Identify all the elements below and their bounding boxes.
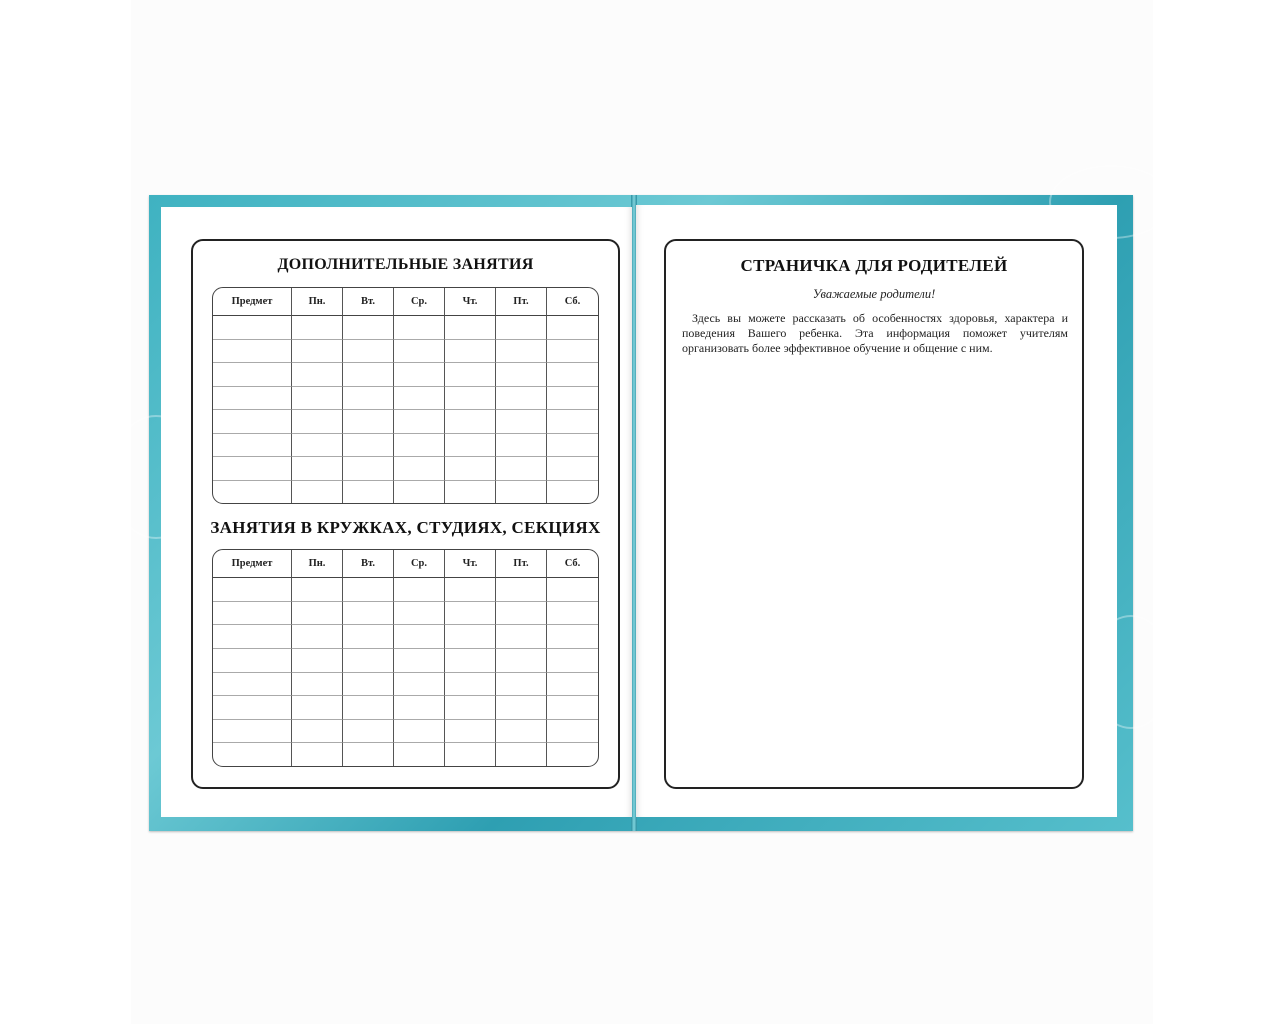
table-row [213,625,598,649]
day-cell [343,578,394,602]
day-cell [547,434,598,458]
day-cell [445,410,496,434]
day-cell [394,720,445,744]
day-cell [343,743,394,766]
day-cell [343,602,394,626]
day-cell [394,340,445,364]
subject-cell [213,316,292,340]
day-cell [394,578,445,602]
table-row [213,363,598,387]
day-cell [292,481,343,504]
subject-cell [213,434,292,458]
day-cell [445,649,496,673]
day-cell [394,649,445,673]
day-cell [496,340,547,364]
day-cell [292,316,343,340]
day-cell [445,602,496,626]
day-cell [343,340,394,364]
extra-lessons-title: ДОПОЛНИТЕЛЬНЫЕ ЗАНЯТИЯ [277,256,534,273]
column-header-tue: Вт. [343,288,394,316]
day-cell [496,743,547,766]
column-header-fri: Пт. [496,288,547,316]
day-cell [343,625,394,649]
column-header-subject: Предмет [213,288,292,316]
day-cell [343,363,394,387]
table-row [213,602,598,626]
table-row [213,457,598,481]
table-row [213,434,598,458]
day-cell [496,363,547,387]
day-cell [496,434,547,458]
day-cell [343,387,394,411]
column-header-fri: Пт. [496,550,547,578]
day-cell [292,720,343,744]
day-cell [394,434,445,458]
day-cell [292,673,343,697]
day-cell [394,696,445,720]
day-cell [547,363,598,387]
table-row [213,720,598,744]
day-cell [292,340,343,364]
day-cell [394,387,445,411]
day-cell [547,387,598,411]
table-header-row [213,550,598,578]
parents-greeting: Уважаемые родители! [812,287,936,301]
day-cell [547,481,598,504]
day-cell [394,673,445,697]
day-cell [394,316,445,340]
day-cell [445,625,496,649]
day-cell [445,673,496,697]
subject-cell [213,602,292,626]
subject-cell [213,743,292,766]
day-cell [394,481,445,504]
column-header-sat: Сб. [547,288,598,316]
table-row [213,673,598,697]
day-cell [547,720,598,744]
day-cell [496,578,547,602]
day-cell [496,625,547,649]
day-cell [445,316,496,340]
day-cell [343,720,394,744]
column-header-wed: Ср. [394,550,445,578]
column-header-tue: Вт. [343,550,394,578]
day-cell [343,481,394,504]
day-cell [547,696,598,720]
parents-page-title: СТРАНИЧКА ДЛЯ РОДИТЕЛЕЙ [740,256,1008,275]
day-cell [292,363,343,387]
day-cell [445,481,496,504]
day-cell [394,410,445,434]
day-cell [292,625,343,649]
day-cell [547,673,598,697]
table-row [213,578,598,602]
parents-intro-text: Здесь вы можете рассказать об особенностях здоровья, характера и поведения Вашего ребенка. Эта информация поможет учителям организовать более эффективное обучение и общение с ним. [682,311,1068,355]
day-cell [343,649,394,673]
day-cell [496,720,547,744]
subject-cell [213,410,292,434]
day-cell [343,410,394,434]
day-cell [496,673,547,697]
column-header-thu: Чт. [445,550,496,578]
day-cell [292,578,343,602]
subject-cell [213,457,292,481]
day-cell [343,457,394,481]
table-header-row [213,288,598,316]
day-cell [292,387,343,411]
table-row [213,316,598,340]
clubs-table [212,549,599,767]
column-header-thu: Чт. [445,288,496,316]
column-header-subject: Предмет [213,550,292,578]
day-cell [445,578,496,602]
day-cell [445,457,496,481]
day-cell [547,649,598,673]
day-cell [496,457,547,481]
day-cell [394,363,445,387]
day-cell [496,316,547,340]
column-header-mon: Пн. [292,288,343,316]
day-cell [292,649,343,673]
subject-cell [213,387,292,411]
day-cell [547,602,598,626]
subject-cell [213,363,292,387]
day-cell [343,316,394,340]
table-row [213,649,598,673]
day-cell [394,457,445,481]
day-cell [445,720,496,744]
day-cell [496,602,547,626]
day-cell [547,457,598,481]
subject-cell [213,340,292,364]
day-cell [496,481,547,504]
day-cell [496,410,547,434]
day-cell [496,387,547,411]
day-cell [547,743,598,766]
extra-lessons-table [212,287,599,504]
day-cell [343,673,394,697]
clubs-title: ЗАНЯТИЯ В КРУЖКАХ, СТУДИЯХ, СЕКЦИЯХ [210,518,601,537]
day-cell [292,743,343,766]
day-cell [292,602,343,626]
day-cell [445,434,496,458]
subject-cell [213,481,292,504]
table-row [213,410,598,434]
day-cell [394,602,445,626]
day-cell [547,625,598,649]
table-row [213,743,598,766]
day-cell [394,625,445,649]
day-cell [445,387,496,411]
table-row [213,387,598,411]
table-row [213,696,598,720]
day-cell [292,696,343,720]
day-cell [292,410,343,434]
subject-cell [213,625,292,649]
day-cell [445,340,496,364]
day-cell [343,434,394,458]
day-cell [445,696,496,720]
subject-cell [213,720,292,744]
day-cell [343,696,394,720]
day-cell [445,363,496,387]
subject-cell [213,673,292,697]
extra-lessons-rows [213,316,598,503]
day-cell [496,696,547,720]
subject-cell [213,649,292,673]
subject-cell [213,696,292,720]
column-header-sat: Сб. [547,550,598,578]
clubs-rows [213,578,598,766]
day-cell [292,434,343,458]
subject-cell [213,578,292,602]
day-cell [547,340,598,364]
day-cell [445,743,496,766]
column-header-wed: Ср. [394,288,445,316]
day-cell [547,410,598,434]
day-cell [547,316,598,340]
table-row [213,340,598,364]
table-row [213,481,598,504]
day-cell [496,649,547,673]
day-cell [394,743,445,766]
day-cell [292,457,343,481]
column-header-mon: Пн. [292,550,343,578]
day-cell [547,578,598,602]
